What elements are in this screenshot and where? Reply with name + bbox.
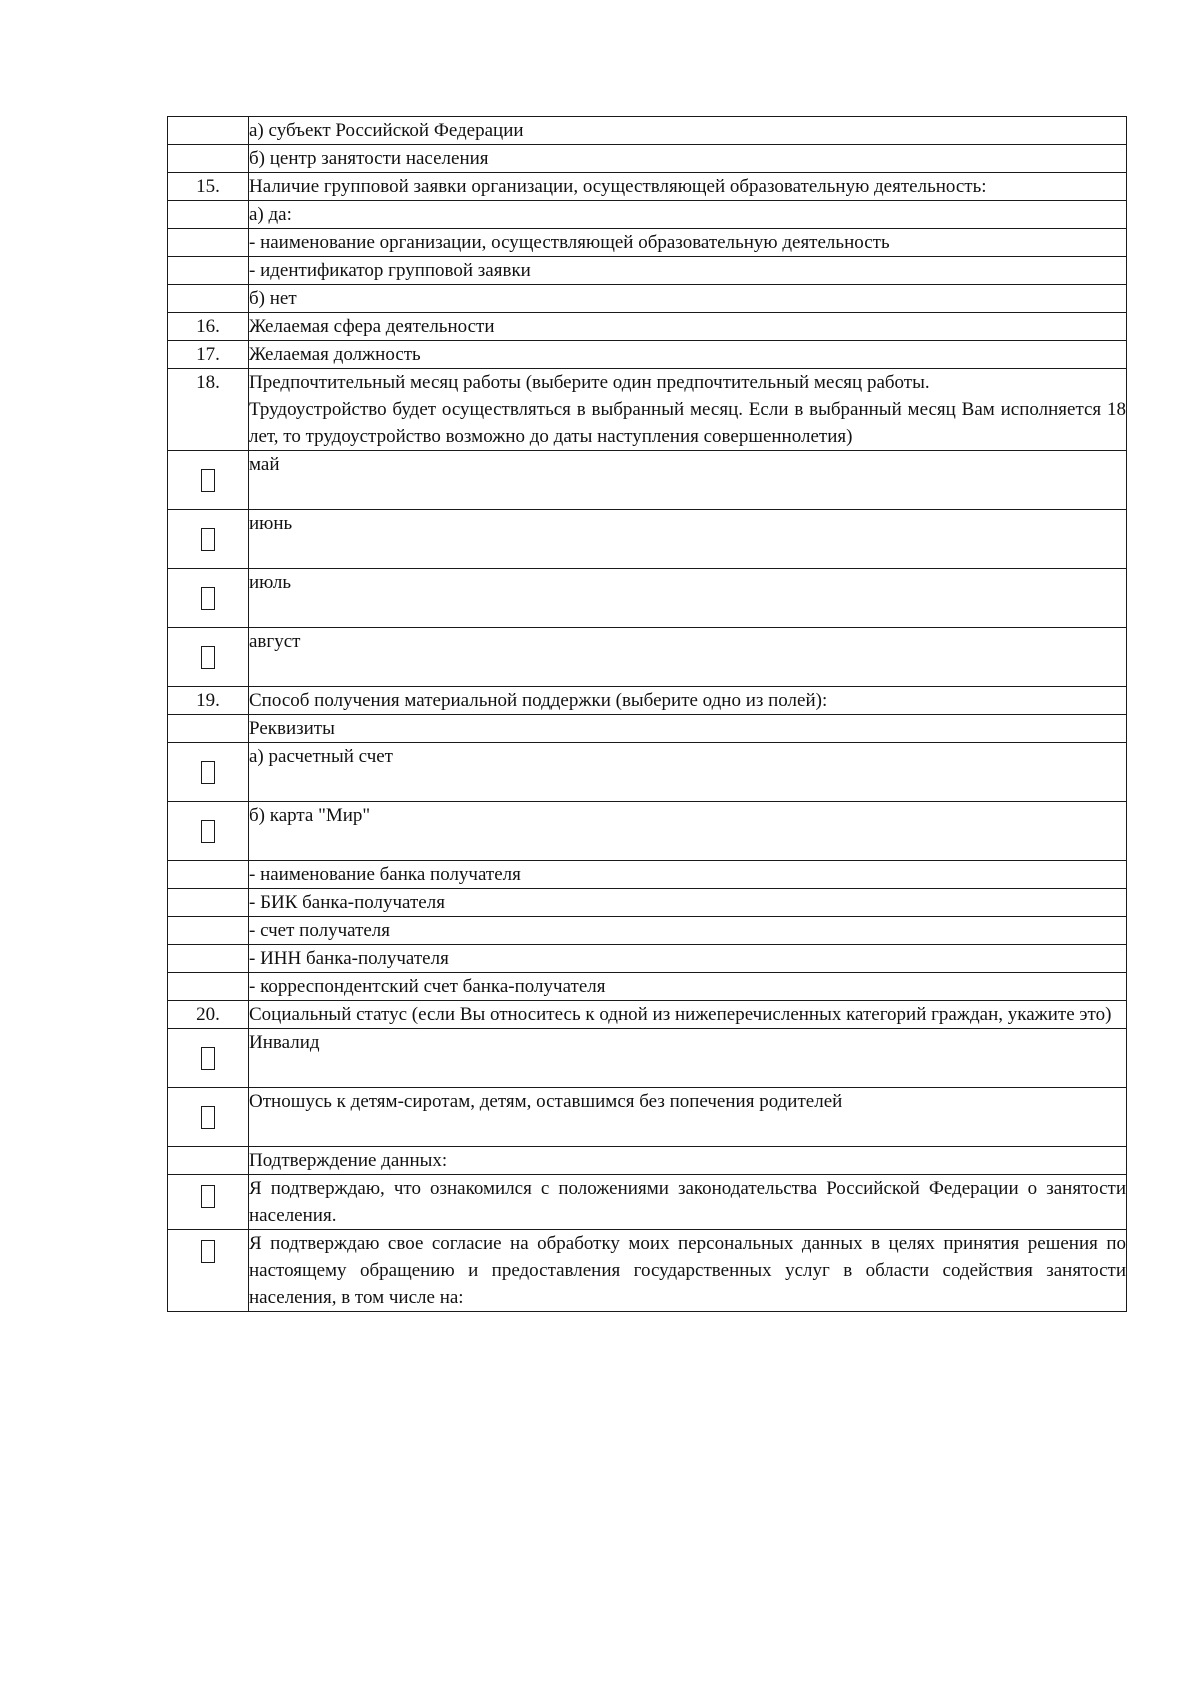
table-row [168, 743, 1127, 802]
checkbox[interactable] [201, 1240, 215, 1263]
row-text: Я подтверждаю, что ознакомился с положениями законодательства Российской Федерации о занятости населения. [249, 1175, 1127, 1230]
row-number [168, 1147, 249, 1175]
row-number [168, 145, 249, 173]
row-number [168, 889, 249, 917]
table-row [168, 117, 1127, 145]
row-number [168, 257, 249, 285]
row-text: - БИК банка-получателя [249, 889, 1127, 917]
row-number: 17. [168, 341, 249, 369]
table-row [168, 510, 1127, 569]
checkbox-cell [168, 569, 249, 628]
row-number: 18. [168, 369, 249, 451]
checkbox-cell [168, 1088, 249, 1147]
row-number [168, 117, 249, 145]
row-text: - корреспондентский счет банка-получателя [249, 973, 1127, 1001]
table-row [168, 257, 1127, 285]
table-row [168, 201, 1127, 229]
table-row [168, 917, 1127, 945]
checkbox-cell [168, 1175, 249, 1230]
row-number [168, 945, 249, 973]
row-text: Социальный статус (если Вы относитесь к одной из нижеперечисленных категорий граждан, укажите это) [249, 1001, 1127, 1029]
table-row [168, 945, 1127, 973]
checkbox-cell [168, 743, 249, 802]
checkbox-cell [168, 451, 249, 510]
row-text: Реквизиты [249, 715, 1127, 743]
row-number: 20. [168, 1001, 249, 1029]
row-text: Инвалид [249, 1029, 1127, 1088]
checkbox[interactable] [201, 528, 215, 551]
row-text: Способ получения материальной поддержки (выберите одно из полей): [249, 687, 1127, 715]
table-row [168, 1029, 1127, 1088]
table-row [168, 715, 1127, 743]
row-number [168, 201, 249, 229]
checkbox-cell [168, 510, 249, 569]
checkbox[interactable] [201, 820, 215, 843]
table-row [168, 1175, 1127, 1230]
row-text: а) да: [249, 201, 1127, 229]
table-row [168, 889, 1127, 917]
checkbox[interactable] [201, 587, 215, 610]
row-number: 16. [168, 313, 249, 341]
table-row [168, 973, 1127, 1001]
row-text: б) карта "Мир" [249, 802, 1127, 861]
row-text: Наличие групповой заявки организации, осуществляющей образовательную деятельность: [249, 173, 1127, 201]
table-row [168, 313, 1127, 341]
row-text: Желаемая должность [249, 341, 1127, 369]
row-number [168, 917, 249, 945]
table-row [168, 1147, 1127, 1175]
row-text: август [249, 628, 1127, 687]
row-number [168, 229, 249, 257]
table-row [168, 628, 1127, 687]
row-text: б) центр занятости населения [249, 145, 1127, 173]
row-text: - наименование организации, осуществляющей образовательную деятельность [249, 229, 1127, 257]
checkbox[interactable] [201, 761, 215, 784]
row-text: Трудоустройство будет осуществляться в выбранный месяц. Если в выбранный месяц Вам исполняется 18 лет, то трудоустройство возможно до даты наступления совершеннолетия) [249, 399, 1126, 447]
row-number [168, 285, 249, 313]
checkbox-cell [168, 628, 249, 687]
row-number [168, 715, 249, 743]
table-row [168, 1088, 1127, 1147]
row-text-block [249, 369, 1127, 451]
checkbox-cell [168, 802, 249, 861]
application-form-table [167, 116, 1127, 1312]
table-row [168, 1230, 1127, 1312]
checkbox[interactable] [201, 1106, 215, 1129]
table-row [168, 861, 1127, 889]
row-text: - ИНН банка-получателя [249, 945, 1127, 973]
checkbox-cell [168, 1230, 249, 1312]
table-row [168, 341, 1127, 369]
table-row [168, 285, 1127, 313]
table-row [168, 1001, 1127, 1029]
row-number: 15. [168, 173, 249, 201]
row-text-lead: Предпочтительный месяц работы (выберите один предпочтительный месяц работы. [249, 372, 930, 393]
table-row [168, 687, 1127, 715]
checkbox[interactable] [201, 1047, 215, 1070]
row-text: а) субъект Российской Федерации [249, 117, 1127, 145]
table-row [168, 229, 1127, 257]
row-text: июнь [249, 510, 1127, 569]
row-text: Отношусь к детям-сиротам, детям, оставшимся без попечения родителей [249, 1088, 1127, 1147]
table-row [168, 145, 1127, 173]
checkbox[interactable] [201, 469, 215, 492]
checkbox-cell [168, 1029, 249, 1088]
row-number: 19. [168, 687, 249, 715]
table-row [168, 802, 1127, 861]
checkbox[interactable] [201, 1185, 215, 1208]
row-text: май [249, 451, 1127, 510]
table-row [168, 451, 1127, 510]
table-row [168, 569, 1127, 628]
checkbox[interactable] [201, 646, 215, 669]
row-number [168, 861, 249, 889]
row-text: - счет получателя [249, 917, 1127, 945]
row-text: - наименование банка получателя [249, 861, 1127, 889]
row-text: июль [249, 569, 1127, 628]
row-text: Желаемая сфера деятельности [249, 313, 1127, 341]
table-row [168, 173, 1127, 201]
row-text: Подтверждение данных: [249, 1147, 1127, 1175]
row-number [168, 973, 249, 1001]
row-text: б) нет [249, 285, 1127, 313]
row-text: - идентификатор групповой заявки [249, 257, 1127, 285]
row-text: а) расчетный счет [249, 743, 1127, 802]
table-row [168, 369, 1127, 451]
row-text: Я подтверждаю свое согласие на обработку моих персональных данных в целях принятия решения по настоящему обращению и предоставления государственных услуг в области содействия занятости населения, в том числе на: [249, 1230, 1127, 1312]
